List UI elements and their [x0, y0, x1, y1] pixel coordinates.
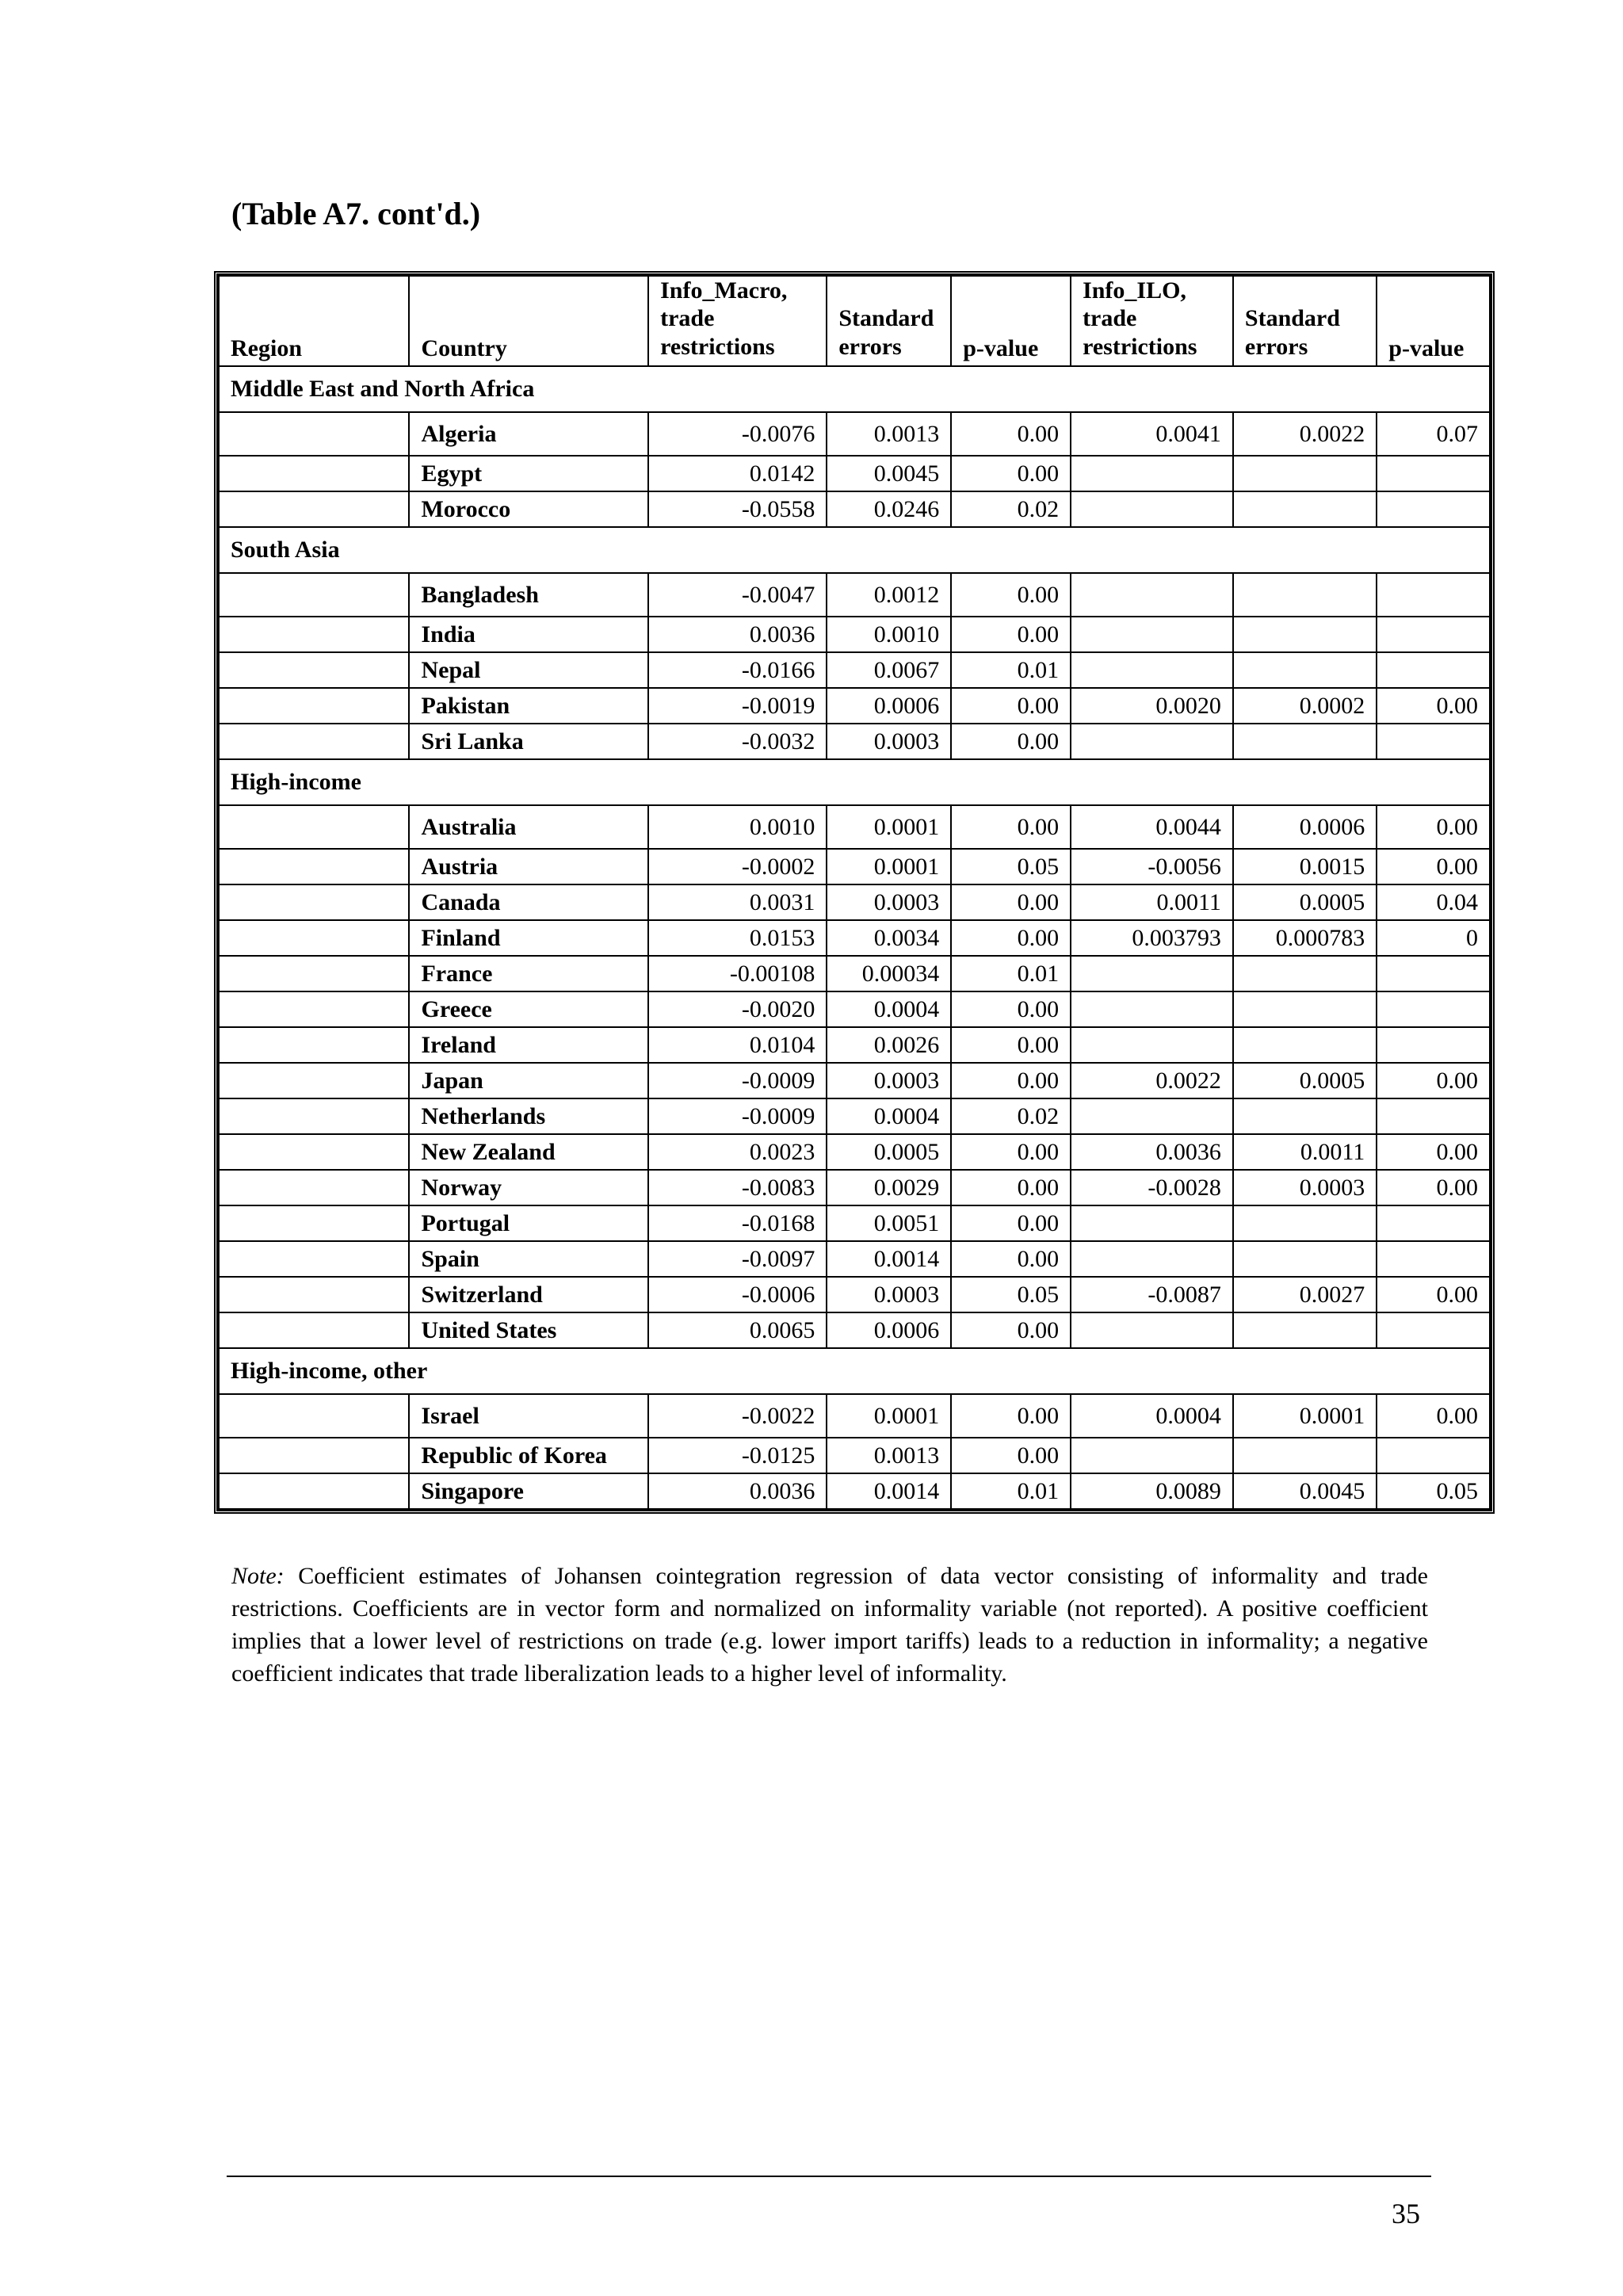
info-macro-cell: -0.0076	[648, 412, 827, 456]
p-value-1-cell: 0.00	[951, 456, 1071, 491]
p-value-2-cell: 0.00	[1377, 1134, 1490, 1170]
country-cell: Singapore	[409, 1473, 648, 1509]
standard-errors-2-cell	[1233, 1438, 1377, 1473]
p-value-1-cell: 0.00	[951, 724, 1071, 759]
standard-errors-1-cell: 0.0001	[827, 805, 951, 849]
p-value-2-cell: 0.05	[1377, 1473, 1490, 1509]
info-ilo-cell: 0.0041	[1071, 412, 1233, 456]
info-ilo-cell	[1071, 1027, 1233, 1063]
table-row	[219, 456, 1490, 491]
header-line: Standard	[838, 305, 934, 332]
standard-errors-2-cell: 0.0006	[1233, 805, 1377, 849]
p-value-2-cell: 0.00	[1377, 1170, 1490, 1205]
p-value-1-cell: 0.00	[951, 617, 1071, 652]
info-macro-cell: -0.0006	[648, 1277, 827, 1312]
region-row	[219, 366, 1490, 412]
p-value-1-cell: 0.00	[951, 1241, 1071, 1277]
header-line: restrictions	[660, 333, 775, 360]
standard-errors-2-cell: 0.0005	[1233, 884, 1377, 920]
standard-errors-2-cell: 0.0022	[1233, 412, 1377, 456]
country-cell: Morocco	[409, 491, 648, 527]
region-blank-cell	[219, 652, 409, 688]
table-row	[219, 1170, 1490, 1205]
info-ilo-cell	[1071, 1205, 1233, 1241]
table-row	[219, 688, 1490, 724]
region-label: High-income	[219, 759, 1490, 805]
header-line: errors	[838, 333, 902, 360]
table-row	[219, 724, 1490, 759]
standard-errors-2-cell: 0.0005	[1233, 1063, 1377, 1098]
region-blank-cell	[219, 1394, 409, 1438]
country-cell: Greece	[409, 991, 648, 1027]
table-title: (Table A7. cont'd.)	[231, 196, 481, 231]
info-macro-cell: 0.0142	[648, 456, 827, 491]
info-macro-cell: 0.0065	[648, 1312, 827, 1348]
country-cell: France	[409, 956, 648, 991]
country-cell: Israel	[409, 1394, 648, 1438]
table-row	[219, 805, 1490, 849]
info-ilo-cell	[1071, 1241, 1233, 1277]
header-standard-errors-2	[1233, 276, 1377, 366]
p-value-2-cell	[1377, 1241, 1490, 1277]
table-row	[219, 1063, 1490, 1098]
header-info-macro	[648, 276, 827, 366]
p-value-2-cell	[1377, 1438, 1490, 1473]
region-blank-cell	[219, 920, 409, 956]
info-ilo-cell	[1071, 724, 1233, 759]
p-value-1-cell: 0.05	[951, 849, 1071, 884]
standard-errors-1-cell: 0.0051	[827, 1205, 951, 1241]
region-blank-cell	[219, 991, 409, 1027]
p-value-2-cell: 0.04	[1377, 884, 1490, 920]
table-note	[231, 1560, 1428, 1690]
info-ilo-cell	[1071, 573, 1233, 617]
p-value-1-cell: 0.00	[951, 1027, 1071, 1063]
p-value-1-cell: 0.05	[951, 1277, 1071, 1312]
standard-errors-1-cell: 0.0003	[827, 1277, 951, 1312]
header-region: Region	[219, 276, 409, 366]
table-row	[219, 1098, 1490, 1134]
country-cell: United States	[409, 1312, 648, 1348]
region-blank-cell	[219, 1241, 409, 1277]
region-blank-cell	[219, 573, 409, 617]
country-cell: Australia	[409, 805, 648, 849]
country-cell: Sri Lanka	[409, 724, 648, 759]
region-row	[219, 759, 1490, 805]
country-cell: Pakistan	[409, 688, 648, 724]
region-blank-cell	[219, 724, 409, 759]
p-value-1-cell: 0.00	[951, 1170, 1071, 1205]
info-ilo-cell: 0.0011	[1071, 884, 1233, 920]
info-ilo-cell: 0.003793	[1071, 920, 1233, 956]
p-value-1-cell: 0.01	[951, 652, 1071, 688]
region-blank-cell	[219, 1205, 409, 1241]
info-ilo-cell: 0.0022	[1071, 1063, 1233, 1098]
p-value-1-cell: 0.00	[951, 1063, 1071, 1098]
p-value-2-cell	[1377, 456, 1490, 491]
p-value-2-cell	[1377, 1098, 1490, 1134]
region-blank-cell	[219, 456, 409, 491]
info-macro-cell: -0.0047	[648, 573, 827, 617]
info-ilo-cell: -0.0028	[1071, 1170, 1233, 1205]
table-row	[219, 1394, 1490, 1438]
standard-errors-2-cell	[1233, 1205, 1377, 1241]
info-macro-cell: 0.0036	[648, 1473, 827, 1509]
country-cell: Bangladesh	[409, 573, 648, 617]
region-blank-cell	[219, 412, 409, 456]
info-macro-cell: 0.0023	[648, 1134, 827, 1170]
table-row	[219, 884, 1490, 920]
info-ilo-cell	[1071, 956, 1233, 991]
table-row	[219, 573, 1490, 617]
table-row	[219, 1277, 1490, 1312]
info-macro-cell: -0.0009	[648, 1098, 827, 1134]
header-standard-errors-1	[827, 276, 951, 366]
standard-errors-2-cell	[1233, 456, 1377, 491]
country-cell: Spain	[409, 1241, 648, 1277]
region-label: High-income, other	[219, 1348, 1490, 1394]
p-value-1-cell: 0.00	[951, 920, 1071, 956]
p-value-2-cell	[1377, 1205, 1490, 1241]
standard-errors-1-cell: 0.0067	[827, 652, 951, 688]
p-value-1-cell: 0.01	[951, 956, 1071, 991]
standard-errors-2-cell	[1233, 1027, 1377, 1063]
header-line: restrictions	[1083, 333, 1197, 360]
p-value-1-cell: 0.00	[951, 884, 1071, 920]
region-blank-cell	[219, 1277, 409, 1312]
p-value-2-cell	[1377, 491, 1490, 527]
region-label: South Asia	[219, 527, 1490, 573]
p-value-2-cell	[1377, 573, 1490, 617]
standard-errors-1-cell: 0.0013	[827, 1438, 951, 1473]
info-macro-cell: -0.0166	[648, 652, 827, 688]
standard-errors-1-cell: 0.0013	[827, 412, 951, 456]
note-label: Note:	[231, 1563, 285, 1589]
header-line: trade	[1083, 305, 1137, 332]
standard-errors-2-cell	[1233, 617, 1377, 652]
standard-errors-1-cell: 0.0012	[827, 573, 951, 617]
p-value-1-cell: 0.02	[951, 1098, 1071, 1134]
country-cell: New Zealand	[409, 1134, 648, 1170]
footer-rule	[227, 2176, 1431, 2177]
info-macro-cell: -0.0032	[648, 724, 827, 759]
p-value-2-cell	[1377, 724, 1490, 759]
country-cell: India	[409, 617, 648, 652]
info-ilo-cell: -0.0087	[1071, 1277, 1233, 1312]
info-ilo-cell: 0.0020	[1071, 688, 1233, 724]
region-blank-cell	[219, 1027, 409, 1063]
info-macro-cell: -0.0083	[648, 1170, 827, 1205]
info-ilo-cell: 0.0004	[1071, 1394, 1233, 1438]
standard-errors-1-cell: 0.0010	[827, 617, 951, 652]
p-value-2-cell: 0.07	[1377, 412, 1490, 456]
standard-errors-2-cell: 0.0003	[1233, 1170, 1377, 1205]
p-value-2-cell	[1377, 652, 1490, 688]
p-value-1-cell: 0.01	[951, 1473, 1071, 1509]
p-value-2-cell	[1377, 1027, 1490, 1063]
standard-errors-1-cell: 0.0003	[827, 884, 951, 920]
country-cell: Portugal	[409, 1205, 648, 1241]
header-country: Country	[409, 276, 648, 366]
regression-table	[214, 271, 1495, 1514]
info-macro-cell: -0.0168	[648, 1205, 827, 1241]
info-macro-cell: -0.0002	[648, 849, 827, 884]
info-macro-cell: 0.0153	[648, 920, 827, 956]
standard-errors-2-cell	[1233, 1098, 1377, 1134]
country-cell: Republic of Korea	[409, 1438, 648, 1473]
p-value-1-cell: 0.00	[951, 1205, 1071, 1241]
p-value-2-cell	[1377, 617, 1490, 652]
table-row	[219, 1027, 1490, 1063]
info-macro-cell: -0.0020	[648, 991, 827, 1027]
p-value-2-cell: 0.00	[1377, 1277, 1490, 1312]
table-row	[219, 412, 1490, 456]
info-ilo-cell	[1071, 491, 1233, 527]
info-macro-cell: -0.0097	[648, 1241, 827, 1277]
standard-errors-1-cell: 0.0005	[827, 1134, 951, 1170]
country-cell: Ireland	[409, 1027, 648, 1063]
p-value-1-cell: 0.00	[951, 688, 1071, 724]
header-row	[219, 276, 1490, 366]
region-row	[219, 1348, 1490, 1394]
standard-errors-2-cell: 0.000783	[1233, 920, 1377, 956]
p-value-1-cell: 0.00	[951, 1394, 1071, 1438]
country-cell: Finland	[409, 920, 648, 956]
region-blank-cell	[219, 688, 409, 724]
info-macro-cell: -0.0009	[648, 1063, 827, 1098]
p-value-1-cell: 0.00	[951, 573, 1071, 617]
info-macro-cell: 0.0036	[648, 617, 827, 652]
p-value-2-cell: 0.00	[1377, 1063, 1490, 1098]
region-blank-cell	[219, 849, 409, 884]
info-ilo-cell	[1071, 617, 1233, 652]
standard-errors-2-cell: 0.0011	[1233, 1134, 1377, 1170]
table-row	[219, 849, 1490, 884]
standard-errors-1-cell: 0.0004	[827, 1098, 951, 1134]
header-line: Info_Macro,	[660, 277, 788, 304]
country-cell: Canada	[409, 884, 648, 920]
country-cell: Algeria	[409, 412, 648, 456]
p-value-2-cell	[1377, 991, 1490, 1027]
table-row	[219, 920, 1490, 956]
info-macro-cell: -0.0019	[648, 688, 827, 724]
standard-errors-1-cell: 0.0003	[827, 724, 951, 759]
standard-errors-2-cell	[1233, 956, 1377, 991]
table-row	[219, 956, 1490, 991]
standard-errors-1-cell: 0.0006	[827, 1312, 951, 1348]
p-value-2-cell: 0	[1377, 920, 1490, 956]
header-p-value-2: p-value	[1377, 276, 1490, 366]
standard-errors-2-cell	[1233, 724, 1377, 759]
header-line: errors	[1244, 333, 1308, 360]
country-cell: Switzerland	[409, 1277, 648, 1312]
p-value-1-cell: 0.00	[951, 1438, 1071, 1473]
standard-errors-2-cell	[1233, 652, 1377, 688]
table-row	[219, 1241, 1490, 1277]
region-label: Middle East and North Africa	[219, 366, 1490, 412]
table-row	[219, 1473, 1490, 1509]
standard-errors-1-cell: 0.0004	[827, 991, 951, 1027]
info-ilo-cell: 0.0036	[1071, 1134, 1233, 1170]
country-cell: Netherlands	[409, 1098, 648, 1134]
p-value-2-cell	[1377, 956, 1490, 991]
standard-errors-2-cell	[1233, 1241, 1377, 1277]
table-body	[219, 366, 1490, 1509]
info-ilo-cell	[1071, 1312, 1233, 1348]
note-text: Coefficient estimates of Johansen cointegration regression of data vector consisting of informality and trade restrictions. Coefficients are in vector form and normalized on informality variable (not reported). A positive coefficient implies that a lower level of restrictions on trade (e.g. lower import tariffs) leads to a reduction in informality; a negative coefficient indicates that trade liberalization leads to a higher level of informality.	[231, 1563, 1428, 1687]
standard-errors-2-cell	[1233, 991, 1377, 1027]
p-value-2-cell: 0.00	[1377, 688, 1490, 724]
region-blank-cell	[219, 805, 409, 849]
standard-errors-1-cell: 0.0034	[827, 920, 951, 956]
standard-errors-1-cell: 0.0014	[827, 1473, 951, 1509]
header-p-value-1: p-value	[951, 276, 1071, 366]
country-cell: Japan	[409, 1063, 648, 1098]
standard-errors-1-cell: 0.0003	[827, 1063, 951, 1098]
country-cell: Austria	[409, 849, 648, 884]
info-macro-cell: 0.0031	[648, 884, 827, 920]
info-macro-cell: -0.0022	[648, 1394, 827, 1438]
region-blank-cell	[219, 617, 409, 652]
region-blank-cell	[219, 491, 409, 527]
region-blank-cell	[219, 1438, 409, 1473]
info-macro-cell: -0.00108	[648, 956, 827, 991]
info-macro-cell: -0.0558	[648, 491, 827, 527]
p-value-2-cell: 0.00	[1377, 1394, 1490, 1438]
standard-errors-2-cell: 0.0001	[1233, 1394, 1377, 1438]
info-ilo-cell	[1071, 1098, 1233, 1134]
standard-errors-2-cell	[1233, 491, 1377, 527]
standard-errors-1-cell: 0.0246	[827, 491, 951, 527]
info-ilo-cell: 0.0089	[1071, 1473, 1233, 1509]
standard-errors-1-cell: 0.0001	[827, 1394, 951, 1438]
region-blank-cell	[219, 1098, 409, 1134]
region-blank-cell	[219, 1170, 409, 1205]
page-number: 35	[1392, 2198, 1420, 2229]
header-info-ilo	[1071, 276, 1233, 366]
info-ilo-cell: 0.0044	[1071, 805, 1233, 849]
p-value-2-cell: 0.00	[1377, 849, 1490, 884]
info-ilo-cell	[1071, 456, 1233, 491]
table-row	[219, 991, 1490, 1027]
country-cell: Nepal	[409, 652, 648, 688]
standard-errors-2-cell: 0.0002	[1233, 688, 1377, 724]
p-value-1-cell: 0.00	[951, 412, 1071, 456]
info-macro-cell: 0.0010	[648, 805, 827, 849]
region-blank-cell	[219, 1063, 409, 1098]
standard-errors-2-cell	[1233, 1312, 1377, 1348]
region-blank-cell	[219, 1473, 409, 1509]
region-blank-cell	[219, 1134, 409, 1170]
info-macro-cell: -0.0125	[648, 1438, 827, 1473]
table-row	[219, 491, 1490, 527]
standard-errors-1-cell: 0.00034	[827, 956, 951, 991]
table-row	[219, 1438, 1490, 1473]
p-value-1-cell: 0.02	[951, 491, 1071, 527]
p-value-1-cell: 0.00	[951, 805, 1071, 849]
header-line: Info_ILO,	[1083, 277, 1186, 304]
info-ilo-cell	[1071, 991, 1233, 1027]
table-row	[219, 617, 1490, 652]
standard-errors-2-cell: 0.0015	[1233, 849, 1377, 884]
table-row	[219, 1312, 1490, 1348]
standard-errors-2-cell	[1233, 573, 1377, 617]
table-row	[219, 1205, 1490, 1241]
standard-errors-2-cell: 0.0027	[1233, 1277, 1377, 1312]
p-value-1-cell: 0.00	[951, 991, 1071, 1027]
country-cell: Norway	[409, 1170, 648, 1205]
header-line: Standard	[1244, 305, 1340, 332]
standard-errors-1-cell: 0.0001	[827, 849, 951, 884]
standard-errors-1-cell: 0.0026	[827, 1027, 951, 1063]
p-value-1-cell: 0.00	[951, 1312, 1071, 1348]
region-blank-cell	[219, 1312, 409, 1348]
table-row	[219, 1134, 1490, 1170]
info-ilo-cell	[1071, 1438, 1233, 1473]
info-ilo-cell	[1071, 652, 1233, 688]
region-row	[219, 527, 1490, 573]
standard-errors-1-cell: 0.0045	[827, 456, 951, 491]
p-value-2-cell	[1377, 1312, 1490, 1348]
standard-errors-1-cell: 0.0006	[827, 688, 951, 724]
standard-errors-1-cell: 0.0029	[827, 1170, 951, 1205]
standard-errors-2-cell: 0.0045	[1233, 1473, 1377, 1509]
country-cell: Egypt	[409, 456, 648, 491]
table-row	[219, 652, 1490, 688]
p-value-2-cell: 0.00	[1377, 805, 1490, 849]
region-blank-cell	[219, 956, 409, 991]
region-blank-cell	[219, 884, 409, 920]
standard-errors-1-cell: 0.0014	[827, 1241, 951, 1277]
header-line: trade	[660, 305, 715, 332]
info-macro-cell: 0.0104	[648, 1027, 827, 1063]
p-value-1-cell: 0.00	[951, 1134, 1071, 1170]
info-ilo-cell: -0.0056	[1071, 849, 1233, 884]
